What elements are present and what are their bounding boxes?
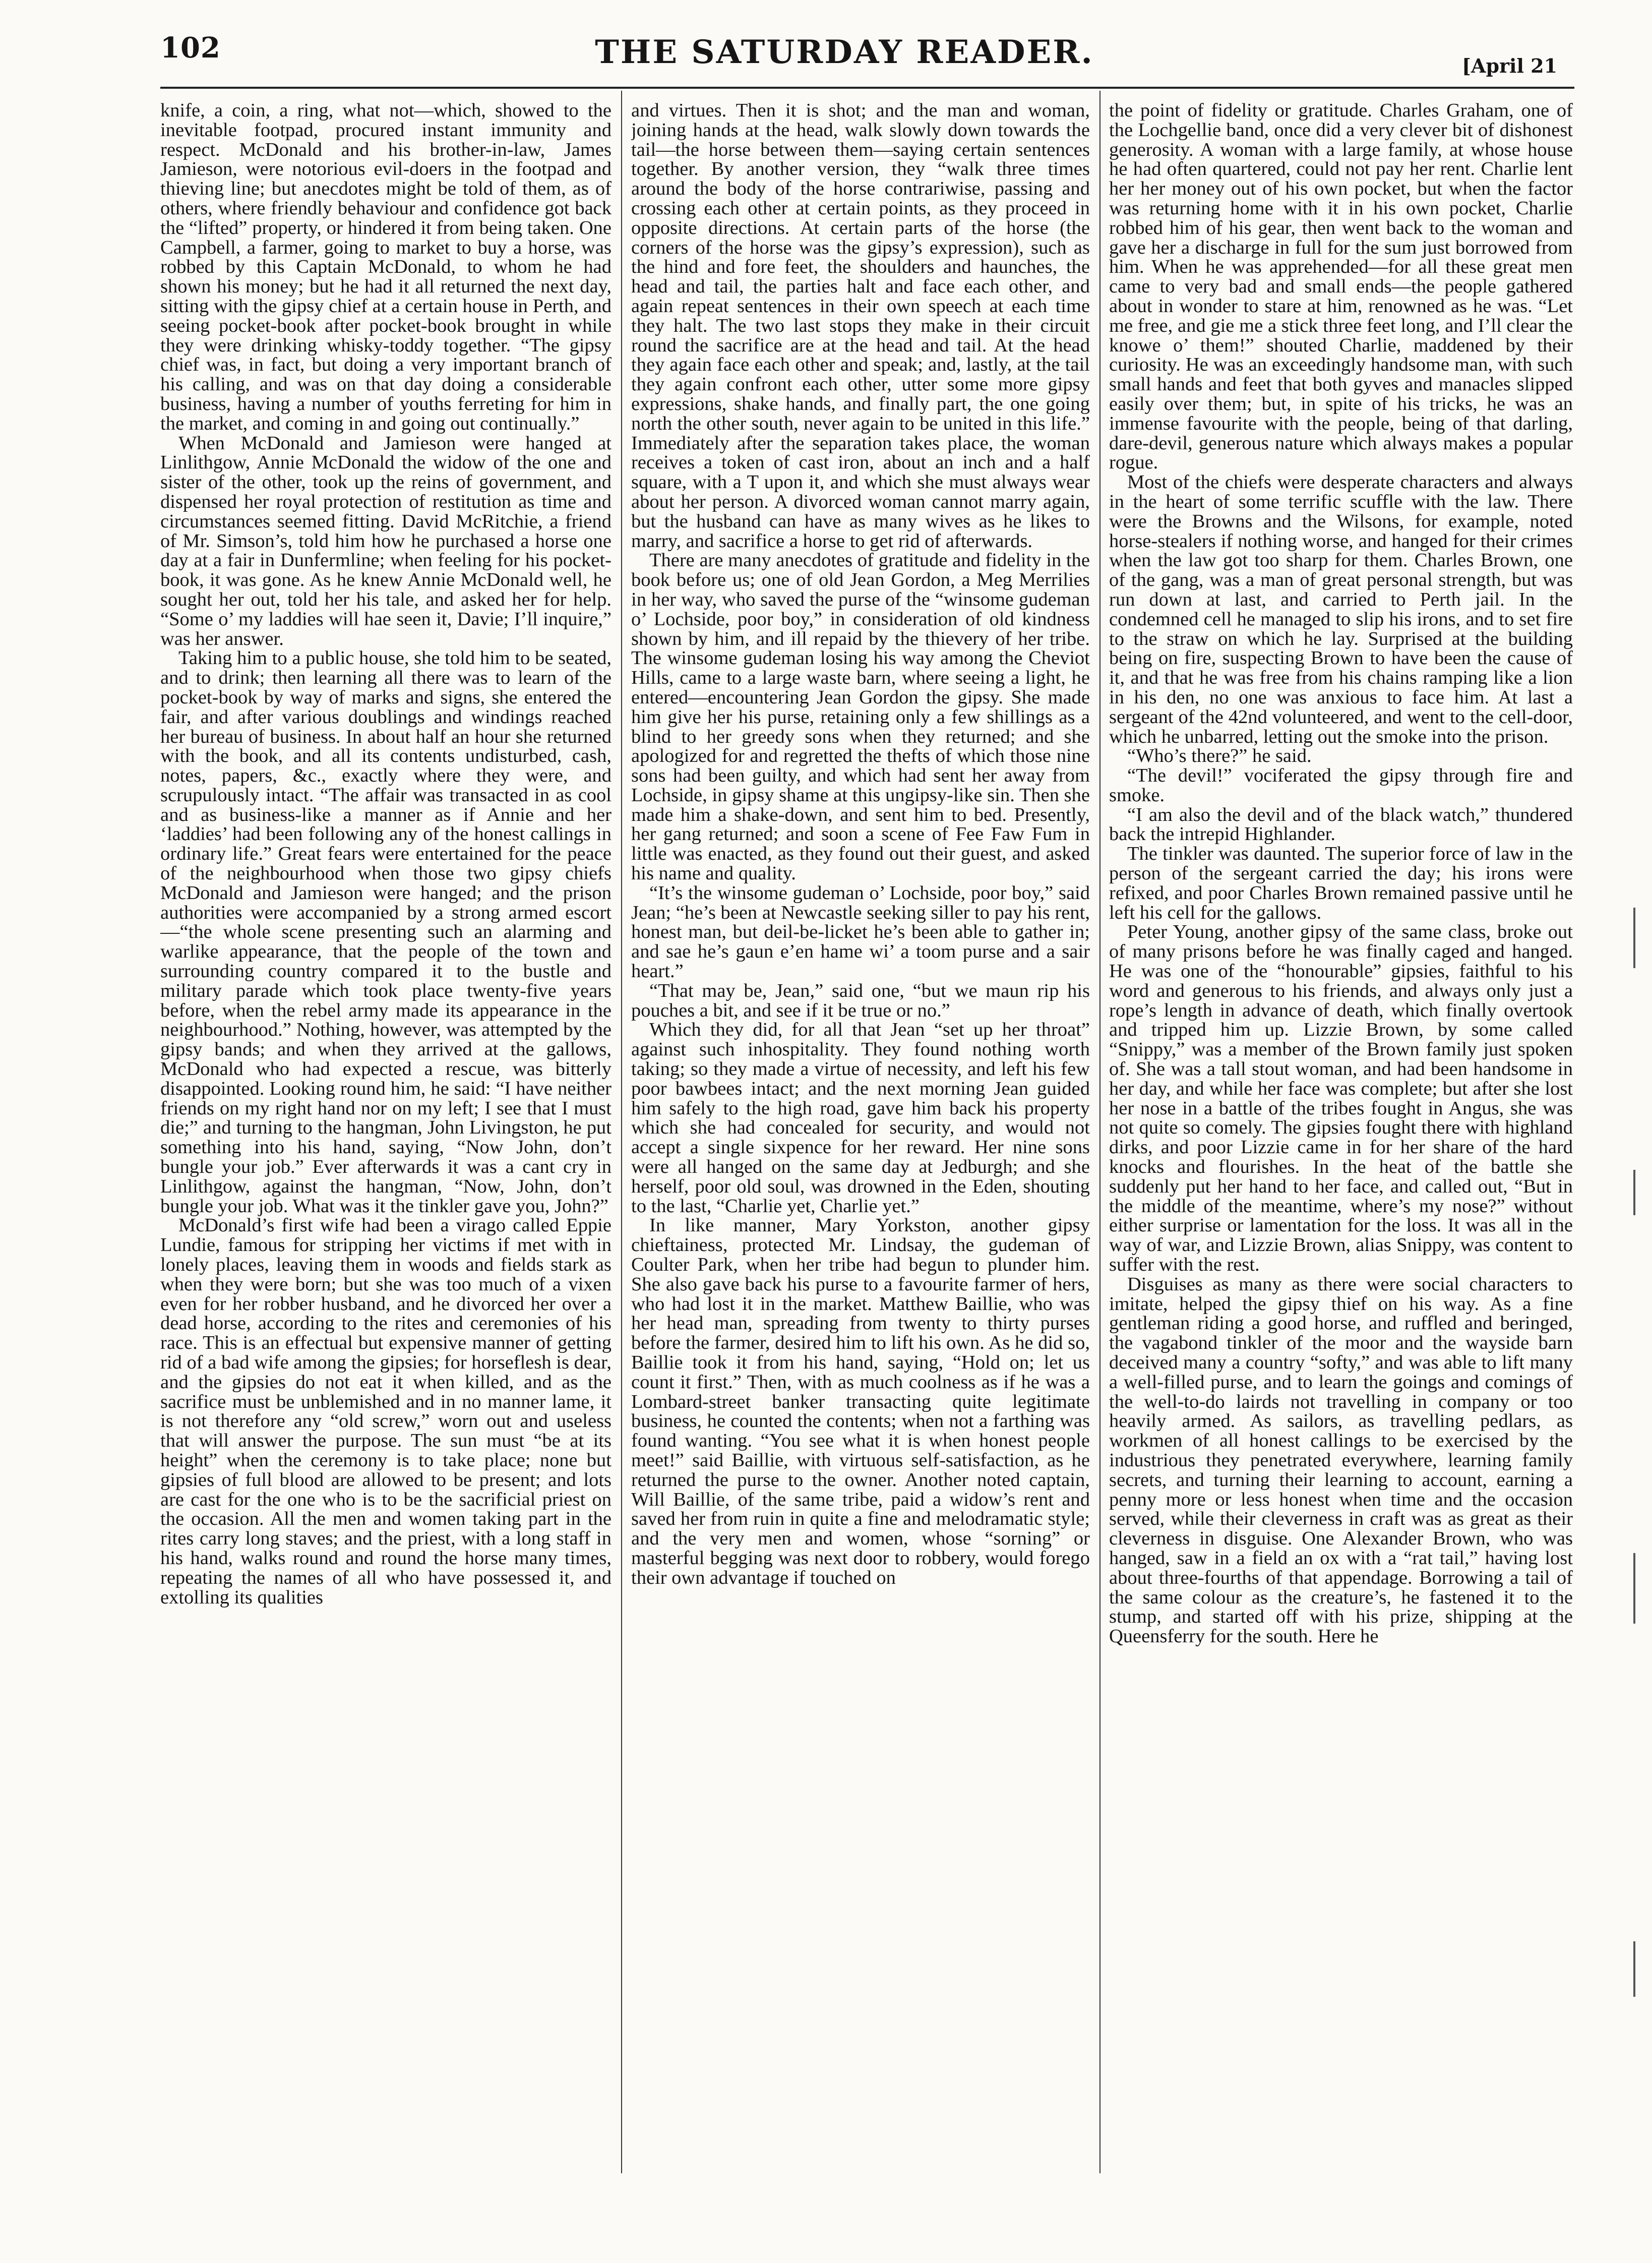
paragraph: “The devil!” vociferated the gipsy through fire and smoke. [1109,765,1573,806]
column-rule-2 [1099,91,1100,2173]
paragraph: and virtues. Then it is shot; and the man and woman, joining hands at the head, walk slowly down towards the tail—the horse between them—saying certain sentences together. By another version, they “walk three times around the body of the horse contrariwise, passing and crossing each other at certain points, as they proceed in opposite directions. At certain parts of the horse (the corners of the horse was the gipsy’s expression), such as the hind and fore feet, the shoulders and haunches, the head and tail, the parties halt and face each other, and again repeat sentences in their own speech at each time they halt. The two last stops they make in their circuit round the sacrifice are at the head and tail. At the head they again face each other and speak; and, lastly, at the tail they again confront each other, utter some more gipsy expressions, shake hands, and finally part, the one going north the other south, never again to be united in this life.” Immediately after the separation takes place, the woman receives a token of cast iron, about an inch and a half square, with a T upon it, and which she must always wear about her person. A divorced woman cannot marry again, but the husband can have as many wives as he likes to marry, and sacrifice a horse to get rid of afterwards. [631,101,1090,552]
paragraph: “I am also the devil and of the black watch,” thundered back the intrepid Highlander. [1109,804,1573,845]
paragraph: Taking him to a public house, she told him to be seated, and to drink; then learning all there was to learn of the pocket-book by way of marks and signs, she entered the fair, and after various doublings and windings reached her bureau of business. In about half an hour she returned with the book, and all its contents undisturbed, cash, notes, papers, &c., exactly where they were, and scrupulously intact. “The affair was transacted in as cool and as business-like a manner as if Annie and her ‘laddies’ had been following any of the honest callings in ordinary life.” Great fears were entertained for the peace of the neighbourhood when those two gipsy chiefs McDonald and Jamieson were hanged; and the prison authorities were accompanied by a strong armed escort—“the whole scene presenting such an alarming and warlike appearance, that the people of the town and surrounding country compared it to the bustle and military parade which took place twenty-five years before, when the rebel army made its appearance in the neighbourhood.” Nothing, however, was attempted by the gipsy bands; and when they arrived at the gallows, McDonald who had expected a rescue, was bitterly disappointed. Looking round him, he said: “I have neither friends on my right hand nor on my left; I see that I must die;” and turning to the hangman, John Livingston, he put something into his hand, saying, “Now John, don’t bungle your job.” Ever afterwards it was a cant cry in Linlithgow, against the hangman, “Now, John, don’t bungle your job. What was it the tinkler gave you, John?” [160,647,611,1217]
paragraph: Disguises as many as there were social characters to imitate, helped the gipsy thief on his way. As a fine gentleman riding a good horse, and ruffled and beringed, the vagabond tinkler of the moor and the wayside barn deceived many a country “softy,” and was able to lift many a well-filled purse, and to learn the goings and comings of the well-to-do lairds not travelling in company or too heavily armed. As sailors, as travelling pedlars, as workmen of all honest callings to be exercised by the industrious they penetrated everywhere, learning family secrets, and turning their learning to account, earning a penny more or less honest when time and the occasion served, while their cleverness in craft was as great as their cleverness in disguise. One Alexander Brown, who was hanged, saw in a field an ox with a “rat tail,” having lost about three-fourths of that appendage. Borrowing a tail of the same colour as the creature’s, he fastened it to the stump, and started off with his prize, shipping at the Queensferry for the south. Here he [1109,1273,1573,1647]
paragraph: “Who’s there?” he said. [1127,745,1312,767]
paragraph: When McDonald and Jamieson were hanged at Linlithgow, Annie McDonald the widow of the one and sister of the other, took up the reins of government, and dispensed her royal protection of restitution as time and circumstances seemed fitting. David McRitchie, a friend of Mr. Simson’s, told him how he purchased a horse one day at a fair in Dunfermline; when feeling for his pocket-book, it was gone. As he knew Annie McDonald well, he sought her out, told her his tale, and asked her for help. “Some o’ my laddies will hae seen it, Davie; I’ll inquire,” was her answer. [160,432,611,649]
paragraph: knife, a coin, a ring, what not—which, showed to the inevitable footpad, procured instant immunity and respect. McDonald and his brother-in-law, James Jamieson, were notorious evil-doers in the footpad and thieving line; but anecdotes might be told of them, as of others, where friendly behaviour and confidence got back the “lifted” property, or hindered it from being taken. One Campbell, a farmer, going to market to buy a horse, was robbed by this Captain McDonald, to whom he had shown his money; but he had it all returned the next day, sitting with the gipsy chief at a certain house in Perth, and seeing pocket-book after pocket-book brought in while they were drinking whisky-toddy together. “The gipsy chief was, in fact, but doing a very important branch of his calling, and was on that day doing a considerable business, having a number of youths ferreting for him in the market, and coming in and going out continually.” [160,101,611,434]
column-rule-1 [621,91,622,2173]
paragraph: In like manner, Mary Yorkston, another gipsy chieftainess, protected Mr. Lindsay, the gudeman of Coulter Park, when her tribe had begun to plunder him. She also gave back his purse to a favourite farmer of hers, who had lost it in the market. Matthew Baillie, who was her head man, spreading from twenty to thirty purses before the farmer, desired him to lift his own. As he did so, Baillie took it from his hand, saying, “Hold on; let us count it first.” Then, with as much coolness as if he was a Lombard-street banker transacting quite legitimate business, he counted the contents; when not a farthing was found wanting. “You see what it is when honest people meet!” said Baillie, with virtuous self-satisfaction, as he returned the purse to the owner. Another noted captain, Will Baillie, of the same tribe, paid a widow’s rent and saved her from ruin in quite a fine and melodramatic style; and the very men and women, whose “sorning” or masterful begging was next door to robbery, would forego their own advantage if touched on [631,1215,1090,1588]
header-rule [160,87,1574,89]
paragraph: There are many anecdotes of gratitude and fidelity in the book before us; one of old Jean Gordon, a Meg Merrilies in her way, who saved the purse of the “winsome gudeman o’ Lochside, poor boy,” in consideration of old kindness shown by him, and ill repaid by the thievery of her tribe. The winsome gudeman losing his way among the Cheviot Hills, came to a large waste barn, where seeing a light, he entered—encountering Jean Gordon the gipsy. She made him give her his purse, retaining only a few shillings as a blind to her greedy sons when they returned; and she apologized for and regretted the thefts of which those nine sons had been guilty, and which had sent her away from Lochside, in gipsy shame at this ungipsy-like sin. Then she made him a shake-down, and sent him to bed. Presently, her gang returned; and soon a scene of Fee Faw Fum in little was enacted, as they found out their guest, and asked his name and quality. [631,550,1090,884]
page-number: 102 [160,31,221,65]
publication-title: THE SATURDAY READER. [595,33,1094,71]
paragraph: “It’s the winsome gudeman o’ Lochside, poor boy,” said Jean; “he’s been at Newcastle seeking siller to pay his rent, honest man, but deil-be-licket he’s been able to gather in; and sae he’s gaun e’en hame wi’ a toom purse and a sair heart.” [631,882,1090,982]
paragraph: Most of the chiefs were desperate characters and always in the heart of some terrific scuffle with the law. There were the Browns and the Wilsons, for example, noted horse-stealers if nothing worse, and hanged for their crimes when the law got too sharp for them. Charles Brown, one of the gang, was a man of great personal strength, but was run down at last, and carried to Perth jail. In the condemned cell he managed to slip his irons, and to set fire to the straw on which he lay. Surprised at the building being on fire, suspecting Brown to have been the cause of it, and that he was free from his chains ramping like a lion in his den, no one was anxious to face him. At last a sergeant of the 42nd volunteered, and went to the cell-door, which he unbarred, letting out the smoke into the prison. [1109,471,1573,747]
issue-date: [April 21 [1462,54,1558,77]
margin-binding-marks [1633,908,1636,2118]
paragraph: The tinkler was daunted. The superior force of law in the person of the sergeant carried the day; his irons were refixed, and poor Charles Brown remained passive until he left his cell for the gallows. [1109,843,1573,923]
paragraph: Peter Young, another gipsy of the same class, broke out of many prisons before he was finally caged and hanged. He was one of the “honourable” gipsies, faithful to his word and generous to his friends, and always only just a rope’s length in advance of death, which finally overtook and tripped him up. Lizzie Brown, by some called “Snippy,” was a member of the Brown family just spoken of. She was a tall stout woman, and had been handsome in her day, and while her face was complete; but after she lost her nose in a battle of the tribes fought in Angus, she was not quite so comely. The gipsies fought there with highland dirks, and poor Lizzie came in for her share of the hard knocks and flourishes. In the heat of the battle she suddenly put her hand to her face, and called out, “But in the middle of the meantime, where’s my nose?” without either surprise or lamentation for the loss. It was all in the way of war, and Lizzie Brown, alias Snippy, was content to suffer with the rest. [1109,921,1573,1276]
paragraph: “That may be, Jean,” said one, “but we maun rip his pouches a bit, and see if it be true or no.” [631,980,1090,1021]
paragraph: the point of fidelity or gratitude. Charles Graham, one of the Lochgellie band, once did a very clever bit of dishonest generosity. A woman with a large family, at whose house he had often quartered, could not pay her rent. Charlie lent her her money out of his own pocket, but when the factor was returning home with it in his own pocket, Charlie robbed him of his gear, then went back to the woman and gave her a discharge in full for the sum just borrowed from him. When he was apprehended—for all these great men came to very bad and small ends—the people gathered about in wonder to stare at him, renowned as he was. “Let me free, and gie me a stick three feet long, and I’ll clear the knowe o’ them!” shouted Charlie, maddened by their curiosity. He was an exceedingly handsome man, with such small hands and feet that both gyves and manacles slipped easily over them; but, in spite of his tricks, he was an immense favourite with the people, being of that darling, dare-devil, generous nature which always makes a popular rogue. [1109,101,1573,473]
text-column-3 [1109,101,1573,2178]
paragraph: McDonald’s first wife had been a virago called Eppie Lundie, famous for stripping her victims if met with in lonely places, leaving them in woods and fields stark as when they were born; but she was too much of a vixen even for her robber husband, and he divorced her over a dead horse, according to the rites and ceremonies of his race. This is an effectual but expensive manner of getting rid of a bad wife among the gipsies; for horseflesh is dear, and the gipsies do not eat it when killed, and as the sacrifice must be unblemished and in no manner lame, it is not therefore any “old screw,” worn out and useless that will answer the purpose. The sun must “be at its height” when the ceremony is to take place; none but gipsies of full blood are allowed to be present; and lots are cast for the one who is to be the sacrificial priest on the occasion. All the men and women taking part in the rites carry long staves; and the priest, with a long staff in his hand, walks round and round the horse many times, repeating the names of all who have possessed it, and extolling its qualities [160,1215,611,1608]
text-column-2 [631,101,1090,2178]
paragraph: Which they did, for all that Jean “set up her throat” against such inhospitality. They found nothing worth taking; so they made a virtue of necessity, and left his few poor bawbees intact; and the next morning Jean guided him safely to the high road, gave him back his property which she had concealed for security, and would not accept a single sixpence for her reward. Her nine sons were all hanged on the same day at Jedburgh; and she herself, poor old soul, was drowned in the Eden, shouting to the last, “Charlie yet, Charlie yet.” [631,1019,1090,1217]
text-column-1 [160,101,611,2178]
